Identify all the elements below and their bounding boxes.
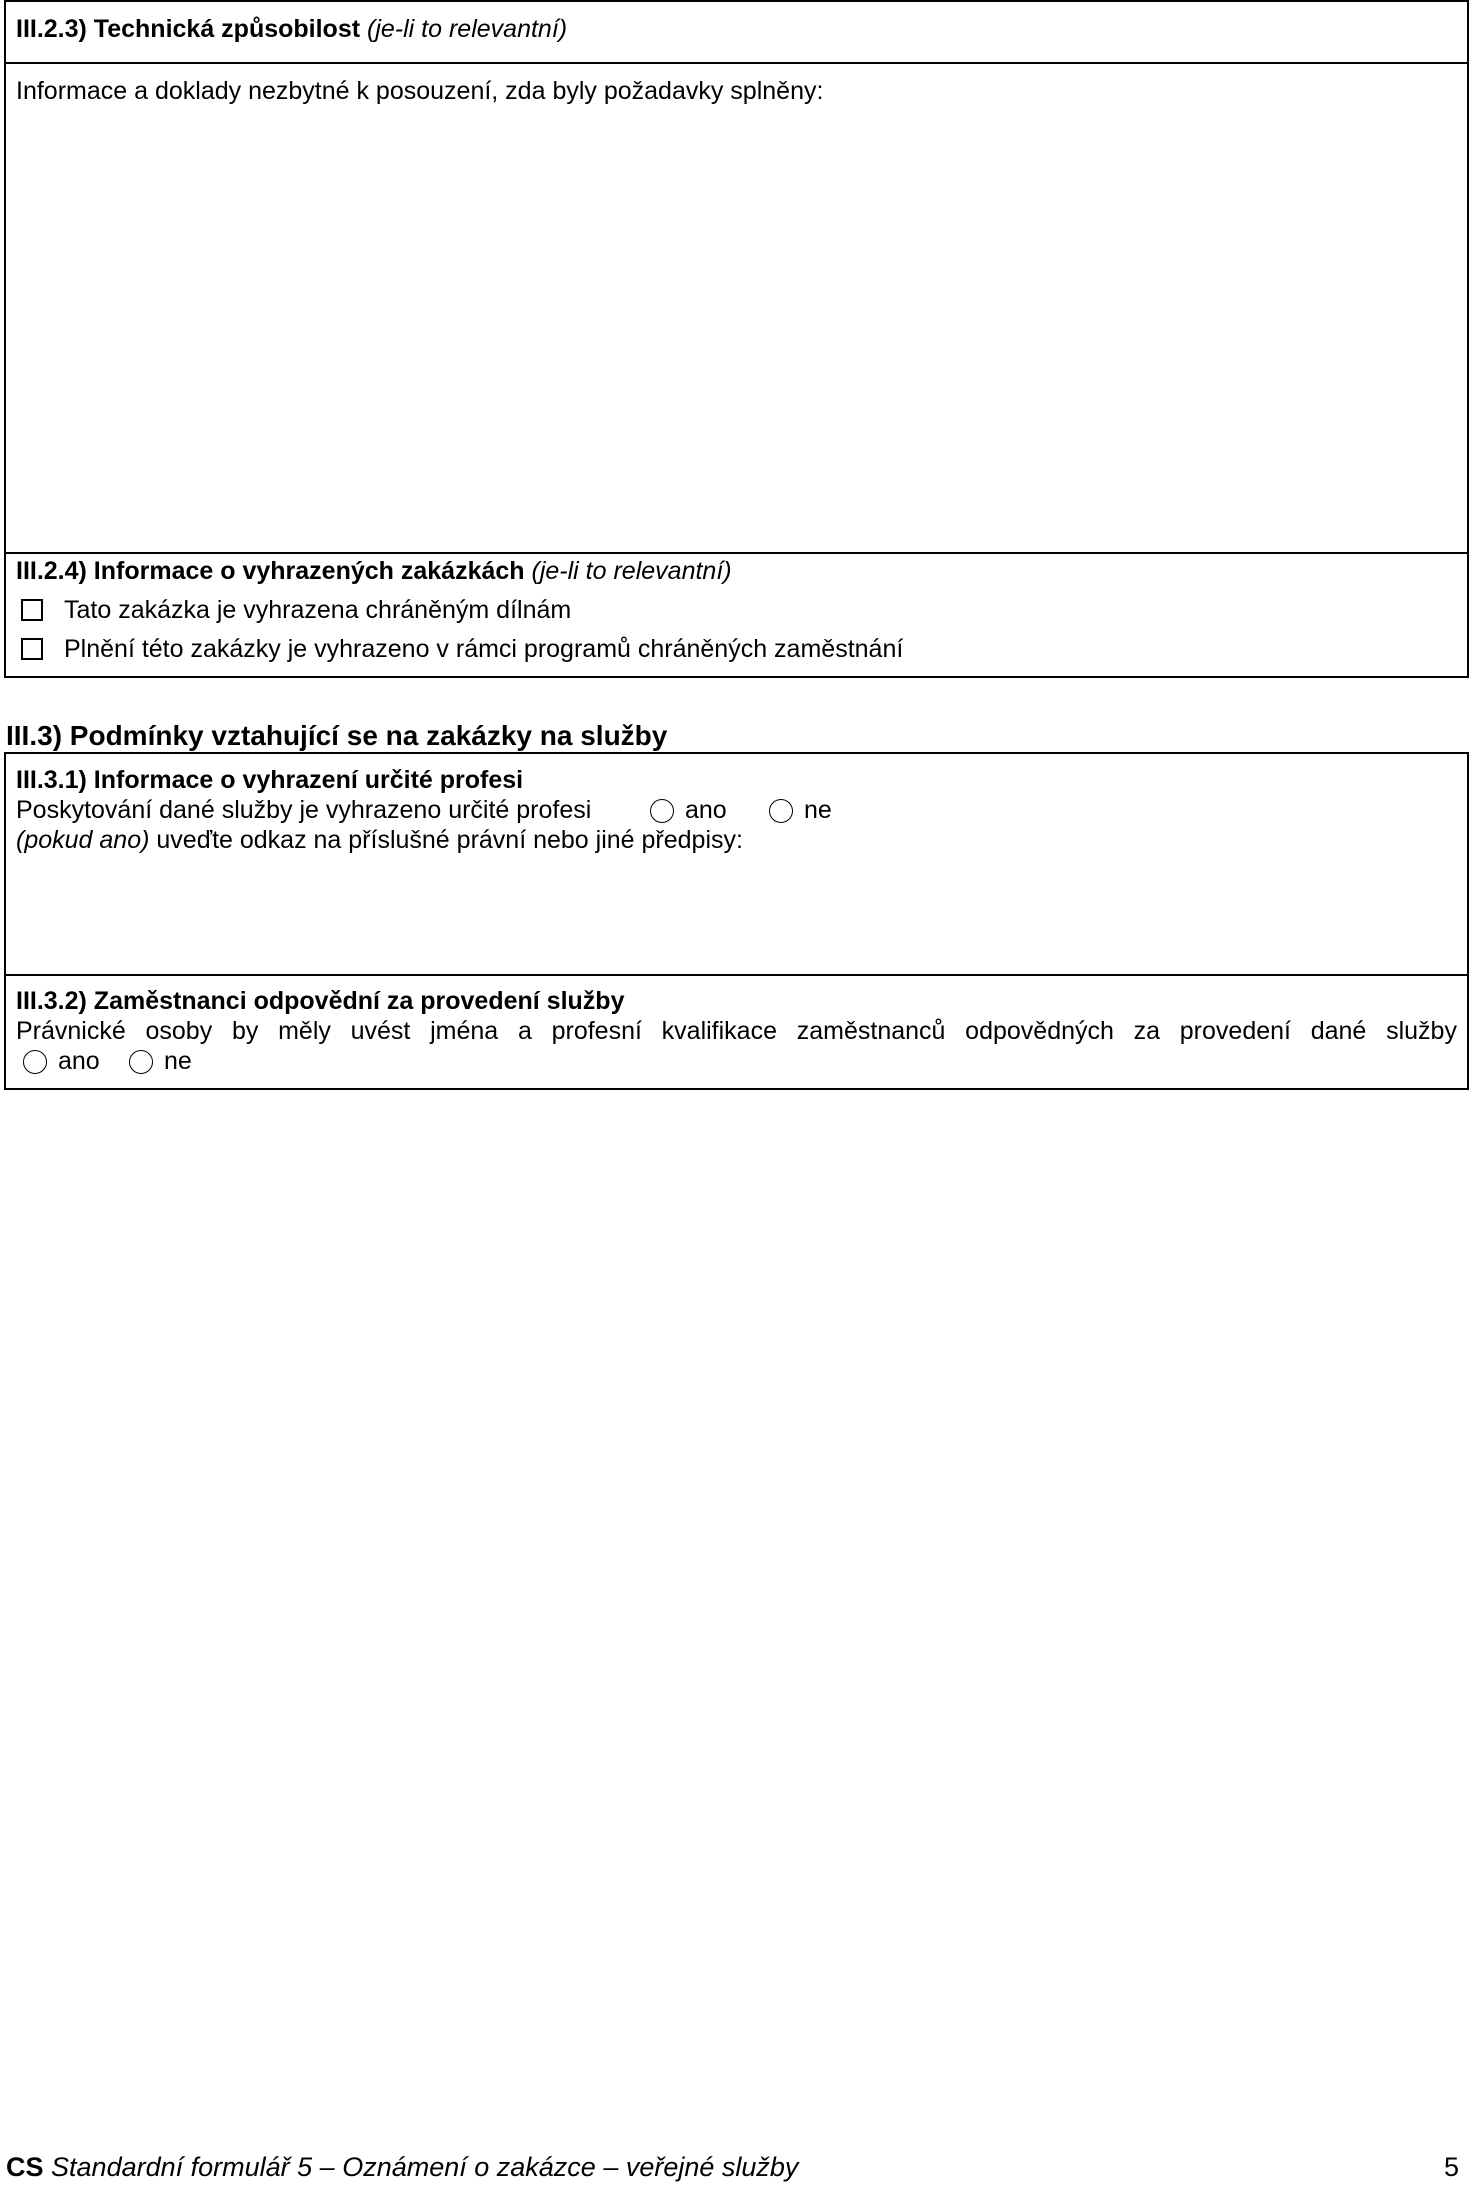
footer-form-name: Standardní formulář 5 – Oznámení o zakázce – veřejné služby	[51, 2152, 799, 2182]
word: uvést	[350, 1017, 411, 1045]
word: jména	[430, 1017, 499, 1045]
word: provedení	[1179, 1017, 1291, 1045]
footer-page-number: 5	[1443, 2152, 1459, 2182]
profession-no-label: ne	[804, 796, 832, 824]
text-2-3: Informace a doklady nezbytné k posouzení, zda byly požadavky splněny:	[16, 77, 824, 105]
word: kvalifikace	[661, 1017, 777, 1045]
word: Právnické	[16, 1017, 126, 1045]
word: by	[231, 1017, 259, 1045]
staff-yes-label: ano	[58, 1047, 100, 1075]
heading-2-3-note: (je-li to relevantní)	[367, 15, 568, 43]
footer-lang: CS	[6, 2152, 44, 2182]
word: za	[1133, 1017, 1161, 1045]
word: odpovědných	[965, 1017, 1114, 1045]
question-3-1: Poskytování dané služby je vyhrazeno určité profesi	[16, 796, 592, 824]
section-3-title: III.3) Podmínky vztahující se na zakázky na služby	[6, 720, 668, 751]
sheltered-employment-label: Plnění této zakázky je vyhrazeno v rámci programů chráněných zaměstnání	[64, 635, 904, 663]
heading-2-3	[16, 14, 567, 44]
note-3-1-text: uveďte odkaz na příslušné právní nebo jiné předpisy:	[156, 826, 743, 854]
word: služby	[1386, 1017, 1457, 1045]
divider	[6, 552, 1467, 554]
word: měly	[278, 1017, 331, 1045]
word: zaměstnanců	[796, 1017, 946, 1045]
profession-yes-radio[interactable]	[650, 799, 674, 823]
sheltered-workshop-label: Tato zakázka je vyhrazena chráněným dílnám	[64, 596, 572, 624]
sheltered-workshop-checkbox[interactable]	[21, 599, 43, 621]
heading-2-4-label: III.2.4) Informace o vyhrazených zakázkách	[16, 557, 525, 585]
question-3-2	[16, 1016, 1457, 1046]
staff-yes-radio[interactable]	[23, 1050, 47, 1074]
heading-2-4-note: (je-li to relevantní)	[531, 557, 732, 585]
profession-no-radio[interactable]	[769, 799, 793, 823]
word: osoby	[145, 1017, 213, 1045]
divider	[6, 974, 1467, 976]
profession-yes-label: ano	[685, 796, 727, 824]
heading-3-2: III.3.2) Zaměstnanci odpovědní za provedení služby	[16, 987, 625, 1015]
sheltered-employment-checkbox[interactable]	[21, 638, 43, 660]
heading-2-4	[16, 556, 732, 586]
footer-title	[6, 2150, 798, 2184]
word: a	[517, 1017, 532, 1045]
word: profesní	[551, 1017, 642, 1045]
word: dané	[1310, 1017, 1367, 1045]
staff-no-label: ne	[164, 1047, 192, 1075]
note-3-1-prefix: (pokud ano)	[16, 826, 150, 854]
heading-2-3-label: III.2.3) Technická způsobilost	[16, 15, 361, 43]
note-3-1	[16, 825, 743, 855]
heading-3-1: III.3.1) Informace o vyhrazení určité profesi	[16, 766, 524, 794]
staff-no-radio[interactable]	[129, 1050, 153, 1074]
divider	[6, 62, 1467, 64]
